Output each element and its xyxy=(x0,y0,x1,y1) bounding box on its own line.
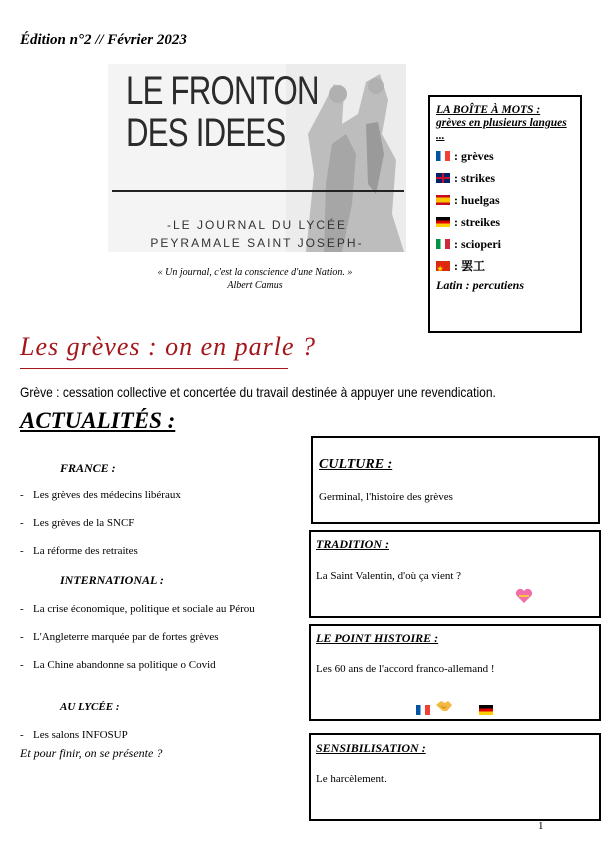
flag-germany-icon xyxy=(479,705,493,715)
sensibilisation-box xyxy=(309,733,601,821)
tradition-title: TRADITION : xyxy=(316,537,390,551)
flag-italy-icon xyxy=(436,239,450,249)
flag-uk-icon xyxy=(436,173,450,183)
flag-france-icon xyxy=(416,705,430,715)
boite-a-mots-box xyxy=(428,95,582,333)
list-item: - L'Angleterre marquée par de fortes grèves xyxy=(20,631,219,643)
tradition-box xyxy=(309,530,601,618)
histoire-title: LE POINT HISTOIRE : xyxy=(316,631,439,645)
boite-title: LA BOÎTE À MOTS : xyxy=(436,104,541,116)
sensibilisation-text: Le harcèlement. xyxy=(316,773,387,785)
list-item: - La réforme des retraites xyxy=(20,545,138,557)
newspaper-title: LE FRONTON DES IDEES xyxy=(126,69,319,155)
camus-quote xyxy=(110,266,400,292)
list-item: - Les grèves des médecins libéraux xyxy=(20,489,181,501)
subtitle-line-2: PEYRAMALE SAINT JOSEPH- xyxy=(150,236,364,250)
culture-box xyxy=(311,436,600,524)
quote-author: Albert Camus xyxy=(227,280,283,291)
masthead-banner xyxy=(108,64,406,252)
list-item: - Les grèves de la SNCF xyxy=(20,517,135,529)
newspaper-subtitle xyxy=(108,216,406,252)
international-heading: INTERNATIONAL : xyxy=(60,573,164,587)
word-item-german: : streikes xyxy=(436,211,574,233)
word-item-french: : grèves xyxy=(436,145,574,167)
word-item-chinese: ★ : 罢工 xyxy=(436,255,574,277)
page-number: 1 xyxy=(538,820,544,832)
latin-word: Latin : percutiens xyxy=(436,278,525,292)
handshake-icon xyxy=(435,698,453,714)
flag-france-icon xyxy=(436,151,450,161)
list-item: - La Chine abandonne sa politique o Covid xyxy=(20,659,216,671)
histoire-text: Les 60 ans de l'accord franco-allemand ! xyxy=(316,663,495,675)
flag-china-icon xyxy=(436,261,450,271)
histoire-box xyxy=(309,624,601,721)
france-heading: FRANCE : xyxy=(60,461,116,475)
greve-definition: Grève : cessation collective et concertée du travail destinée à appuyer une revendication. xyxy=(20,384,496,400)
actualites-heading: ACTUALITÉS : xyxy=(20,408,176,433)
heart-icon xyxy=(515,588,533,604)
culture-title: CULTURE : xyxy=(319,457,393,472)
subtitle-line-1: -LE JOURNAL DU LYCÉE xyxy=(166,218,348,232)
edition-line: Édition n°2 // Février 2023 xyxy=(20,32,187,48)
word-item-italian: : scioperi xyxy=(436,233,574,255)
closing-line: Et pour finir, on se présente ? xyxy=(20,746,163,760)
culture-text: Germinal, l'histoire des grèves xyxy=(319,491,453,503)
quote-text: « Un journal, c'est la conscience d'une Nation. » xyxy=(157,267,353,278)
greves-headline: Les grèves : on en parle ? xyxy=(20,332,317,361)
word-item-english: : strikes xyxy=(436,167,574,189)
list-item: - Les salons INFOSUP xyxy=(20,729,128,741)
word-item-spanish: : huelgas xyxy=(436,189,574,211)
list-item: - La crise économique, politique et sociale au Pérou xyxy=(20,603,255,615)
masthead-rule xyxy=(112,190,404,192)
greves-underline xyxy=(20,368,288,369)
flag-germany-icon xyxy=(436,217,450,227)
tradition-text: La Saint Valentin, d'où ça vient ? xyxy=(316,570,462,582)
sensibilisation-title: SENSIBILISATION : xyxy=(316,741,426,755)
flag-spain-icon xyxy=(436,195,450,205)
lycee-heading: AU LYCÉE : xyxy=(60,701,120,713)
boite-subtitle: grèves en plusieurs langues ... xyxy=(436,117,567,142)
